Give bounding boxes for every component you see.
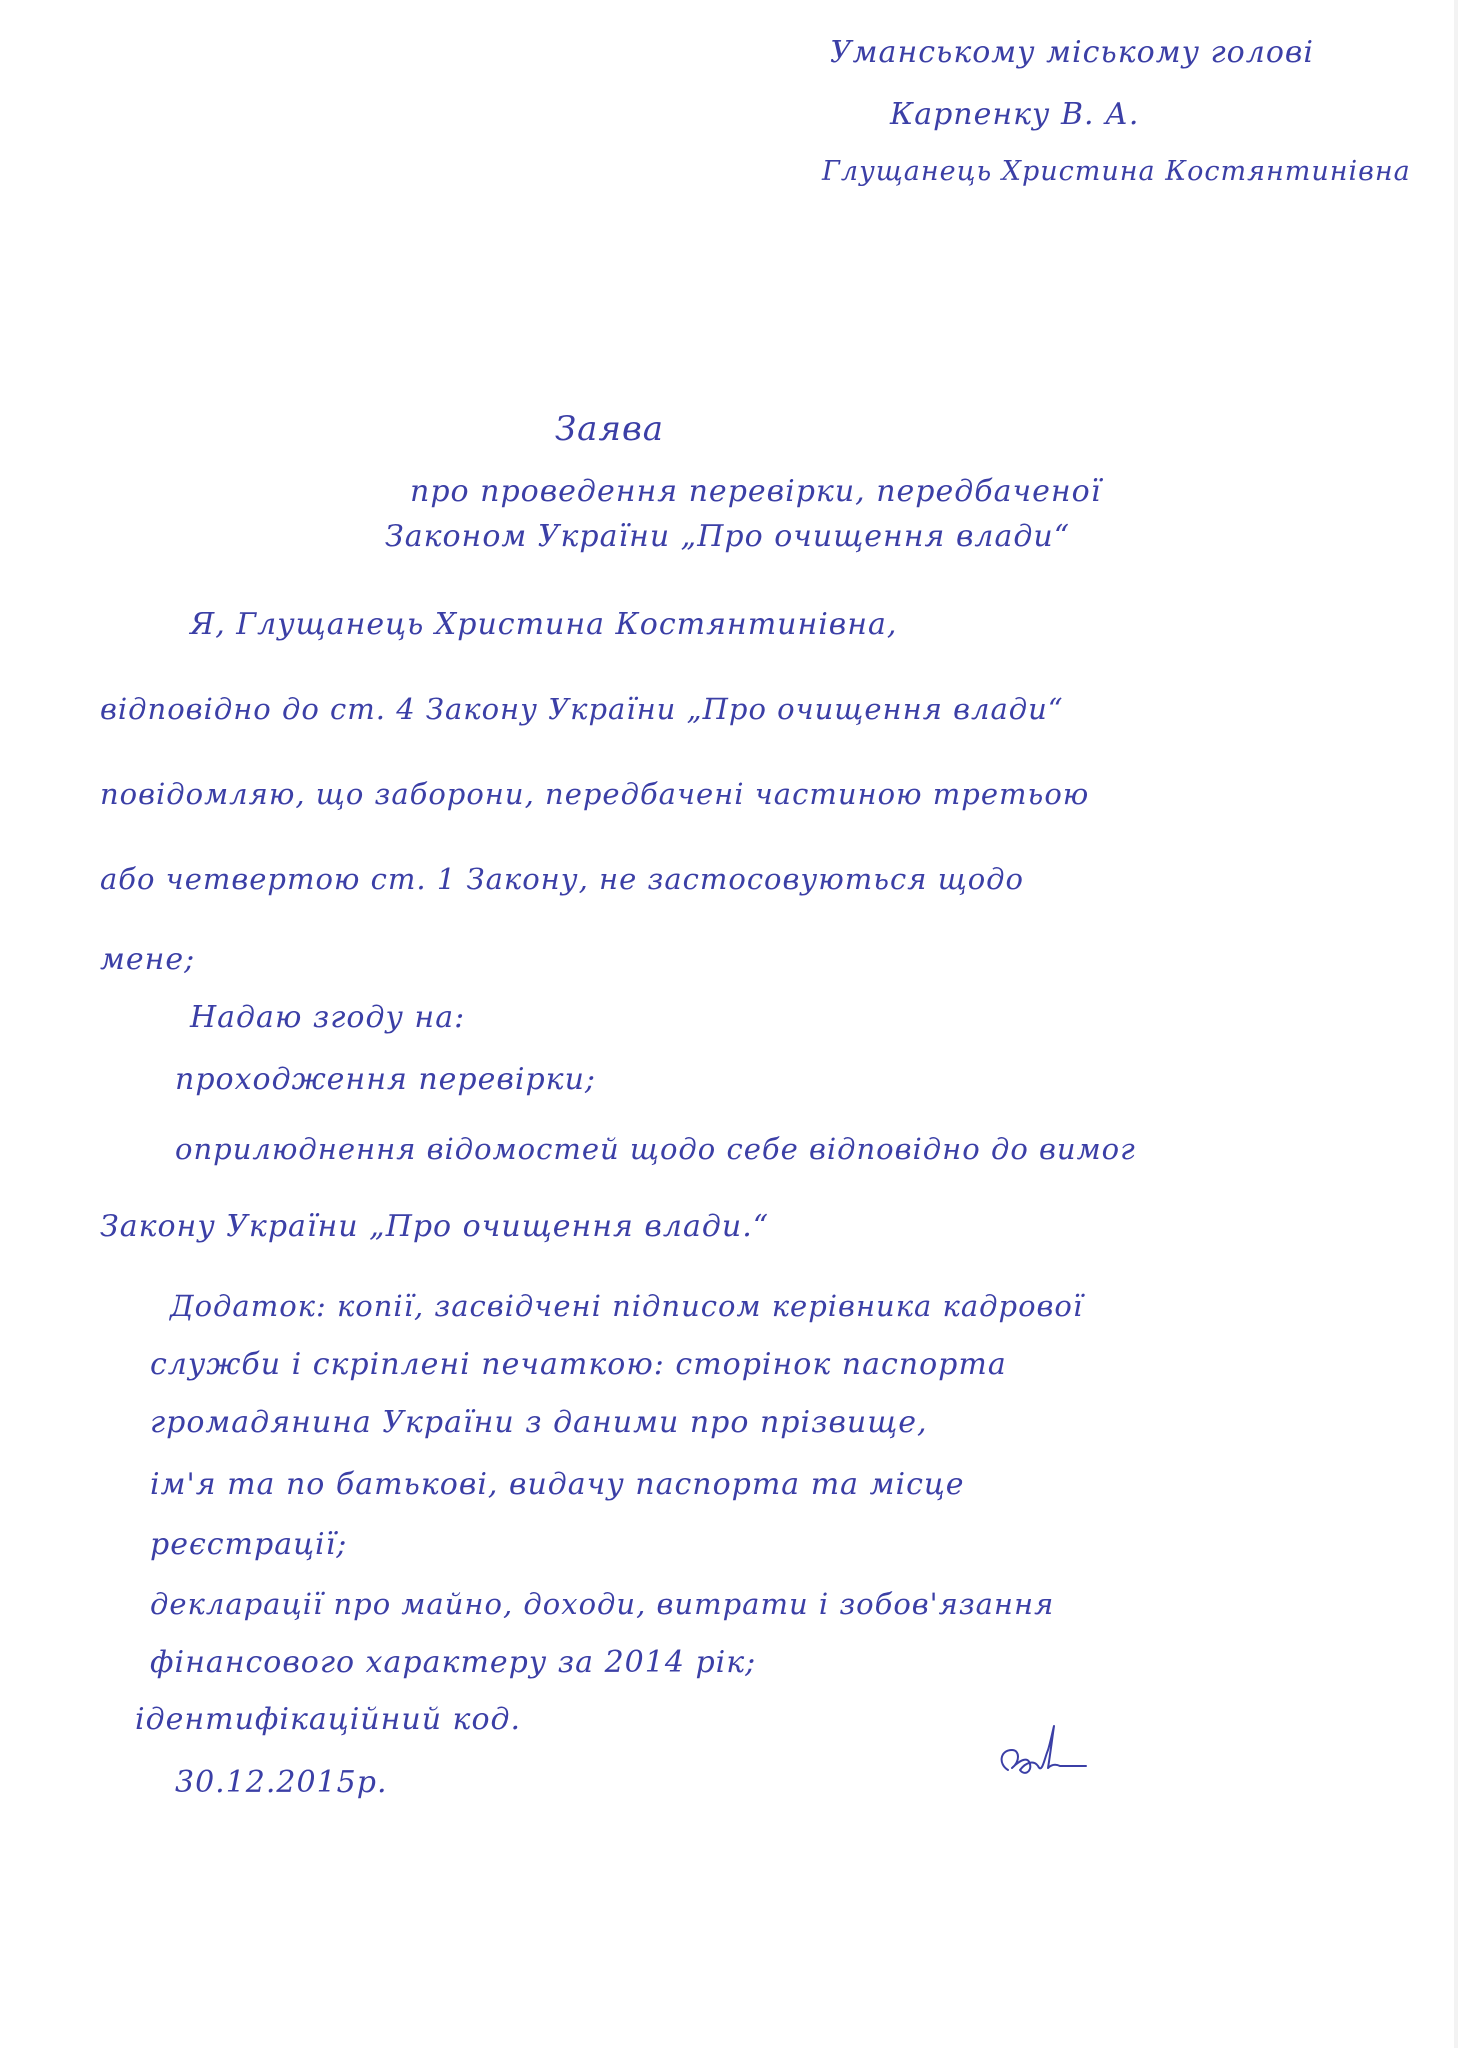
document-title: Заява bbox=[555, 409, 665, 449]
body-line-2: відповідно до ст. 4 Закону України „Про очищення влади“ bbox=[100, 692, 1064, 726]
attachment-line-7: фінансового характеру за 2014 рік; bbox=[150, 1645, 757, 1680]
attachment-line-2: служби і скріплені печаткою: сторінок паспорта bbox=[150, 1347, 1007, 1382]
addressee-line-1: Уманському міському голові bbox=[830, 35, 1314, 70]
attachment-line-3: громадянина України з даними про прізвище, bbox=[150, 1405, 928, 1440]
attachment-line-8: ідентифікаційний код. bbox=[135, 1702, 522, 1737]
body-line-9: Закону України „Про очищення влади.“ bbox=[100, 1209, 770, 1244]
addressee-line-2: Карпенку В. А. bbox=[890, 97, 1140, 132]
body-line-1: Я, Глущанець Христина Костянтинівна, bbox=[190, 607, 898, 642]
body-line-8: оприлюднення відомостей щодо себе відповідно до вимог bbox=[175, 1132, 1136, 1166]
signature-drawing bbox=[990, 1720, 1110, 1790]
attachment-line-4: ім'я та по батькові, видачу паспорта та місце bbox=[150, 1467, 965, 1502]
body-line-5: мене; bbox=[100, 942, 196, 977]
body-line-4: або четвертою ст. 1 Закону, не застосовуються щодо bbox=[100, 862, 1025, 896]
signature bbox=[990, 1720, 1110, 1790]
subtitle-line-1: про проведення перевірки, передбаченої bbox=[410, 474, 1102, 509]
subtitle-line-2: Законом України „Про очищення влади“ bbox=[385, 519, 1071, 554]
body-line-3: повідомляю, що заборони, передбачені частиною третьою bbox=[100, 777, 1090, 811]
attachment-line-6: декларації про майно, доходи, витрати і зобов'язання bbox=[150, 1587, 1055, 1621]
addressee-line-3: Глущанець Христина Костянтинівна bbox=[822, 156, 1411, 187]
attachment-line-5: реєстрації; bbox=[150, 1527, 348, 1562]
document-date: 30.12.2015р. bbox=[175, 1765, 388, 1800]
body-line-7: проходження перевірки; bbox=[175, 1062, 596, 1097]
attachment-line-1: Додаток: копії, засвідчені підписом керівника кадрової bbox=[170, 1289, 1084, 1323]
body-line-6: Надаю згоду на: bbox=[190, 1000, 466, 1035]
scan-edge bbox=[1454, 0, 1458, 2048]
